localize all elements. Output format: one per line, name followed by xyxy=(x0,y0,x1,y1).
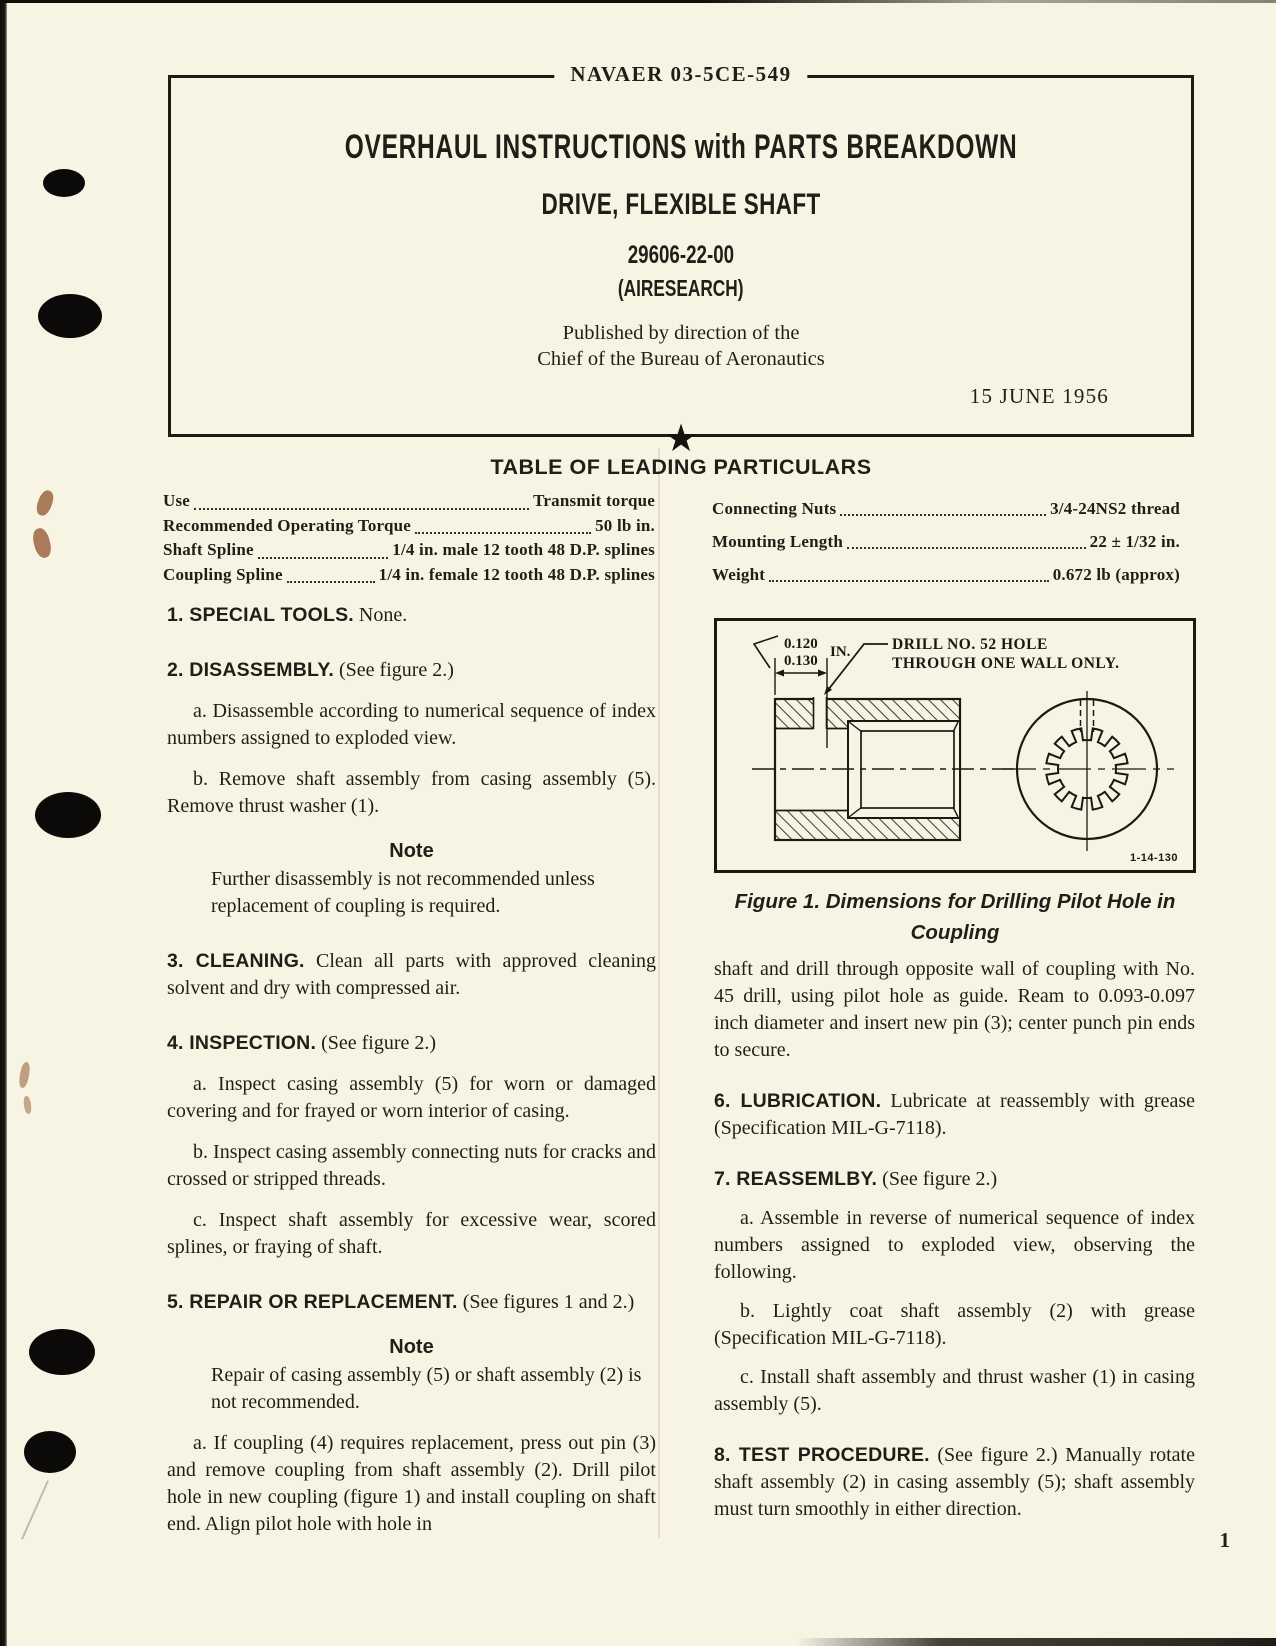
punch-hole xyxy=(43,169,85,197)
particulars-value: 22 ± 1/32 in. xyxy=(1089,532,1180,551)
drawing-reference-number: 1-14-130 xyxy=(1129,852,1178,864)
section-number-title: 3. CLEANING. xyxy=(167,950,305,972)
particulars-row xyxy=(163,563,655,588)
scratch-mark xyxy=(21,1480,49,1539)
publisher-line: Published by direction of the xyxy=(562,322,800,344)
dimension-lower: 0.130 xyxy=(784,653,818,669)
figure-1-drawing xyxy=(714,618,1196,873)
callout-line2: THROUGH ONE WALL ONLY. xyxy=(892,655,1120,672)
particulars-label: Recommended Operating Torque xyxy=(163,515,412,535)
dotted-leader xyxy=(840,514,1046,516)
punch-hole xyxy=(29,1329,95,1375)
punch-hole xyxy=(24,1431,76,1473)
particulars-table-right xyxy=(712,497,1180,596)
figure-caption: Figure 1. Dimensions for Drilling Pilot Hole in Coupling xyxy=(734,890,1176,944)
document-title: OVERHAUL INSTRUCTIONS with PARTS BREAKDOWN xyxy=(344,128,1018,166)
section-heading-text: (See figure 2.) Manually rotate shaft assembly (2) in casing assembly (5); shaft assembly must turn smoothly in either direction. xyxy=(714,1444,1195,1520)
particulars-row xyxy=(712,563,1180,586)
note-block xyxy=(167,838,656,920)
particulars-label: Weight xyxy=(712,565,766,584)
section-heading-text: Lubricate at reassembly with grease (Specification MIL-G-7118). xyxy=(714,1090,1195,1139)
section-heading xyxy=(167,1289,656,1316)
section-number-title: 6. LUBRICATION. xyxy=(714,1090,882,1112)
paragraph: b. Lightly coat shaft assembly (2) with grease (Specification MIL-G-7118). xyxy=(714,1300,1195,1349)
section-heading-text: (See figure 2.) xyxy=(334,659,454,681)
dotted-leader xyxy=(847,547,1086,549)
note-title: Note xyxy=(389,840,434,862)
section-heading xyxy=(714,1166,1195,1193)
section-heading xyxy=(167,1030,656,1057)
particulars-label: Coupling Spline xyxy=(163,564,283,584)
section-heading xyxy=(167,602,656,629)
particulars-label: Use xyxy=(163,491,191,510)
manufacturer: (AIRESEARCH) xyxy=(618,275,744,301)
section-heading xyxy=(714,1442,1195,1523)
dotted-leader xyxy=(258,557,389,559)
dotted-leader xyxy=(287,581,375,583)
publication-code: NAVAER 03-5CE-549 xyxy=(554,62,807,87)
coupling-section-view xyxy=(752,697,1014,840)
scan-edge-top xyxy=(0,0,1276,3)
left-column xyxy=(167,598,656,1538)
section-heading-text: (See figure 2.) xyxy=(877,1168,998,1190)
particulars-row xyxy=(712,497,1180,520)
callout-line1: DRILL NO. 52 HOLE xyxy=(892,636,1048,653)
section-heading xyxy=(167,657,656,684)
dimension-upper: 0.120 xyxy=(784,636,818,652)
section-number-title: 7. REASSEMLBY. xyxy=(714,1168,878,1190)
coupling-end-view xyxy=(1002,691,1174,851)
stain-mark xyxy=(31,527,54,560)
section-heading xyxy=(167,948,656,1002)
paragraph: shaft and drill through opposite wall of coupling with No. 45 drill, using pilot hole as guide. Ream to 0.093-0.097 inch diameter and insert new pin (3); center punch pin ends to secure. xyxy=(714,958,1195,1061)
paragraph: a. Assemble in reverse of numerical sequence of index numbers assigned to exploded view, observing the following. xyxy=(714,1207,1195,1283)
paragraph: b. Inspect casing assembly connecting nuts for cracks and crossed or stripped threads. xyxy=(167,1141,656,1190)
section-heading-text: (See figures 1 and 2.) xyxy=(457,1291,635,1313)
paragraph: a. Inspect casing assembly (5) for worn or damaged covering and for frayed or worn interior of casing. xyxy=(167,1073,656,1122)
particulars-value: 3/4-24NS2 thread xyxy=(1050,499,1180,518)
particulars-value: 1/4 in. male 12 tooth 48 D.P. splines xyxy=(392,540,655,559)
particulars-value: Transmit torque xyxy=(533,491,655,510)
page-fold-line xyxy=(658,448,660,1538)
note-block xyxy=(167,1334,656,1416)
particulars-row xyxy=(163,489,655,514)
publisher-line: Chief of the Bureau of Aeronautics xyxy=(537,348,825,370)
particulars-value: 50 lb in. xyxy=(595,515,655,535)
particulars-value: 1/4 in. female 12 tooth 48 D.P. splines xyxy=(378,564,655,584)
stain-mark xyxy=(34,488,56,517)
star-icon: ★ xyxy=(663,416,699,460)
punch-hole xyxy=(35,792,101,838)
dotted-leader xyxy=(194,508,529,510)
section-heading xyxy=(714,1088,1195,1142)
section-number-title: 1. SPECIAL TOOLS. xyxy=(167,604,354,626)
particulars-row xyxy=(712,530,1180,553)
publisher-statement xyxy=(171,320,1191,372)
particulars-value: 0.672 lb (approx) xyxy=(1052,565,1180,584)
section-number-title: 2. DISASSEMBLY. xyxy=(167,659,334,681)
particulars-row xyxy=(163,514,655,539)
section-heading-text: (See figure 2.) xyxy=(316,1032,437,1054)
title-box xyxy=(168,62,1194,460)
note-title: Note xyxy=(389,1336,434,1358)
issue-date: 15 JUNE 1956 xyxy=(969,384,1109,408)
paragraph: b. Remove shaft assembly from casing assembly (5). Remove thrust washer (1). xyxy=(167,768,656,817)
page-number: 1 xyxy=(1219,1528,1230,1552)
section-number-title: 5. REPAIR OR REPLACEMENT. xyxy=(167,1291,458,1313)
section-heading-text: Clean all parts with approved cleaning solvent and dry with compressed air. xyxy=(167,950,656,999)
particulars-table-left xyxy=(163,489,655,587)
part-number: 29606-22-00 xyxy=(627,241,735,269)
section-number-title: 8. TEST PROCEDURE. xyxy=(714,1444,930,1466)
stain-mark xyxy=(18,1061,31,1088)
scan-edge-bottom xyxy=(796,1638,1276,1646)
figure-1 xyxy=(714,618,1196,873)
scan-edge-left xyxy=(0,0,7,1646)
paragraph: c. Inspect shaft assembly for excessive wear, scored splines, or fraying of shaft. xyxy=(167,1209,656,1258)
dimension-unit: IN. xyxy=(830,644,851,660)
paragraph: c. Install shaft assembly and thrust washer (1) in casing assembly (5). xyxy=(714,1366,1195,1415)
paragraph: a. Disassemble according to numerical sequence of index numbers assigned to exploded view. xyxy=(167,700,656,749)
particulars-label: Connecting Nuts xyxy=(712,499,837,518)
note-body: Further disassembly is not recommended unless replacement of coupling is required. xyxy=(211,868,595,917)
paragraph: a. If coupling (4) requires replacement, press out pin (3) and remove coupling from shaft assembly (2). Drill pilot hole in new coupling (figure 1) and install coupling on shaft end. Align pilot hole with hole in xyxy=(167,1432,656,1535)
stain-mark xyxy=(23,1096,32,1115)
document-subtitle: DRIVE, FLEXIBLE SHAFT xyxy=(541,188,821,221)
particulars-label: Mounting Length xyxy=(712,532,843,551)
particulars-heading: TABLE OF LEADING PARTICULARS xyxy=(490,455,872,479)
particulars-row xyxy=(163,538,655,563)
dotted-leader xyxy=(415,532,591,534)
section-heading-text: None. xyxy=(353,604,408,626)
right-column xyxy=(714,956,1195,1523)
dotted-leader xyxy=(769,580,1049,582)
punch-hole xyxy=(38,294,102,338)
note-body: Repair of casing assembly (5) or shaft assembly (2) is not recommended. xyxy=(211,1364,642,1413)
section-number-title: 4. INSPECTION. xyxy=(167,1032,317,1054)
particulars-label: Shaft Spline xyxy=(163,540,254,559)
